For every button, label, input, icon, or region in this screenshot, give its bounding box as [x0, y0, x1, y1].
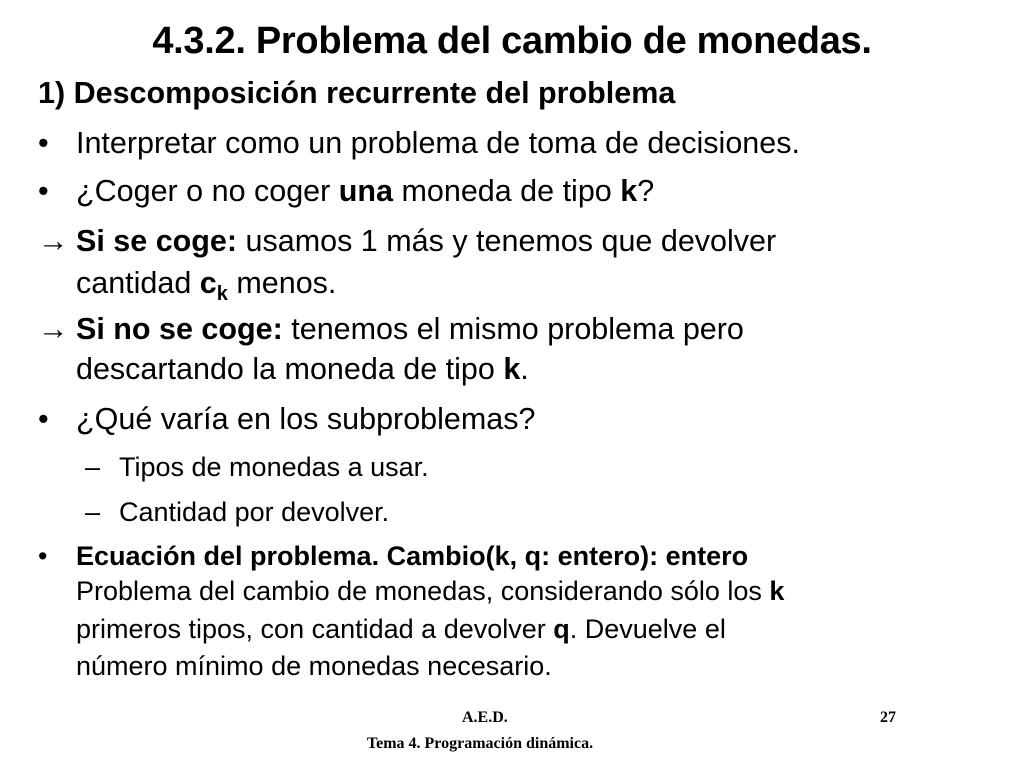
equation-heading: Ecuación del problema. Cambio(k, q: entero): entero	[76, 541, 749, 571]
bullet-marker: •	[38, 541, 48, 571]
dash-marker: –	[85, 497, 101, 527]
sub-item-1	[85, 450, 429, 484]
bullet-item-4-line2	[76, 574, 784, 608]
arrow-item-2	[38, 310, 744, 348]
bullet-text-post: ?	[637, 174, 655, 208]
bullet-text-k: k	[620, 174, 638, 208]
k-symbol: k	[503, 352, 521, 386]
bullet-item-3	[38, 400, 535, 438]
arrow-text-post: menos.	[227, 266, 337, 300]
arrow-text-post: .	[520, 352, 529, 386]
k-symbol: k	[769, 576, 785, 606]
arrow-item-1	[38, 222, 776, 260]
bullet-marker: •	[38, 174, 49, 208]
arrow-text: tenemos el mismo problema pero	[282, 312, 744, 346]
bullet-item-4-line4	[76, 649, 552, 683]
bullet-item-4	[38, 539, 748, 573]
arrow-text-bold: Si se coge:	[76, 224, 238, 258]
description-text: primeros tipos, con cantidad a devolver	[76, 614, 554, 644]
dash-marker: –	[85, 452, 101, 482]
arrow-item-1-line2	[76, 264, 336, 306]
c-symbol: c	[199, 266, 217, 300]
bullet-marker: •	[38, 402, 49, 436]
arrow-text-bold: Si no se coge:	[76, 312, 283, 346]
arrow-text-pre: descartando la moneda de tipo	[76, 352, 504, 386]
arrow-text-pre: cantidad	[76, 266, 200, 300]
description-text-post: . Devuelve el	[569, 614, 726, 644]
arrow-right-icon: →	[38, 224, 69, 258]
section-heading: 1) Descomposición recurrente del problema	[38, 76, 676, 110]
description-text: número mínimo de monedas necesario.	[76, 651, 552, 681]
bullet-text: ¿Qué varía en los subproblemas?	[76, 402, 536, 436]
bullet-text-bold: una	[338, 174, 394, 208]
bullet-text: Interpretar como un problema de toma de decisiones.	[76, 126, 800, 160]
bullet-item-4-line3	[76, 612, 726, 646]
k-subscript: k	[216, 283, 228, 305]
bullet-text-pre: ¿Coger o no coger	[76, 174, 339, 208]
footer-page-number: 27	[880, 709, 896, 726]
sub-item-2	[85, 495, 389, 529]
bullet-item-2	[38, 172, 654, 210]
arrow-right-icon: →	[38, 312, 69, 346]
description-text: Problema del cambio de monedas, considerando sólo los	[76, 576, 770, 606]
bullet-marker: •	[38, 126, 49, 160]
bullet-item-1	[38, 124, 800, 162]
arrow-item-2-line2	[76, 350, 529, 388]
q-symbol: q	[553, 614, 570, 644]
arrow-text: usamos 1 más y tenemos que devolver	[237, 224, 777, 258]
footer-course: A.E.D.	[462, 709, 508, 726]
sub-item-text: Cantidad por devolver.	[119, 497, 390, 527]
slide-title: 4.3.2. Problema del cambio de monedas.	[152, 20, 872, 62]
sub-item-text: Tipos de monedas a usar.	[119, 452, 429, 482]
bullet-text-mid: moneda de tipo	[393, 174, 621, 208]
footer-topic: Tema 4. Programación dinámica.	[366, 735, 594, 752]
